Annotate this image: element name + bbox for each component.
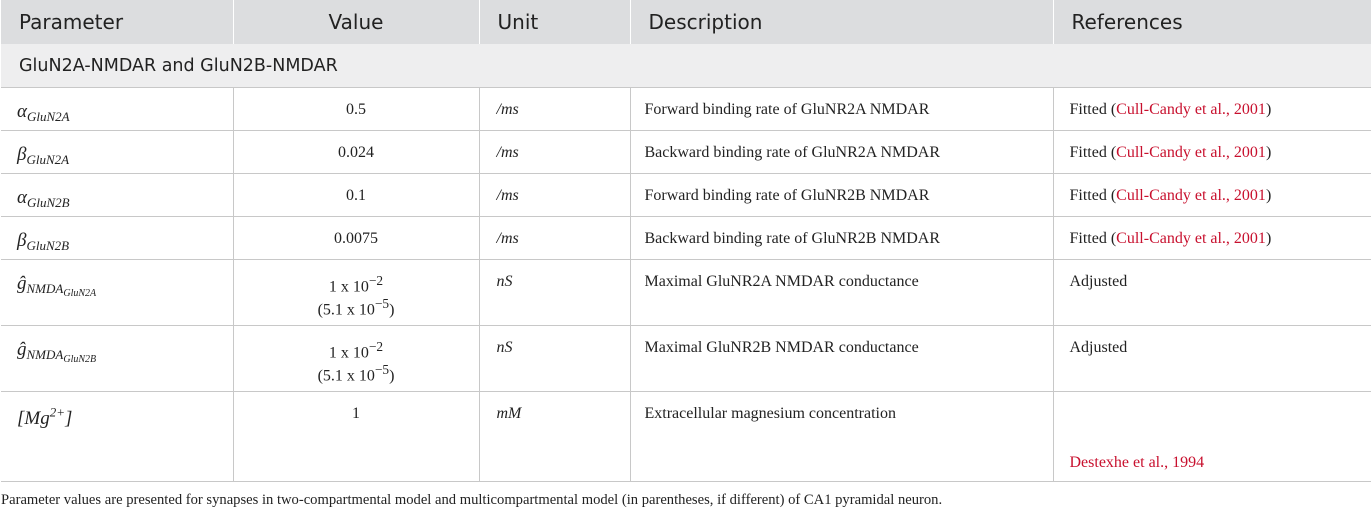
value-exponent2: −5 — [374, 362, 390, 378]
reference-cell — [1053, 174, 1371, 217]
param-subscript: NMDA — [26, 281, 64, 296]
table-row — [1, 392, 1371, 482]
table-row — [1, 88, 1371, 131]
citation-link[interactable]: Destexhe et al., 1994 — [1069, 454, 1205, 471]
ref-suffix: ) — [1265, 144, 1272, 161]
reference-cell: Adjusted — [1053, 326, 1371, 392]
value-line1: 1 x 10 — [328, 278, 369, 296]
parameter-table — [1, 0, 1372, 482]
table-caption: Parameter values are presented for synapses in two-compartmental model and multicompartmental model (in parentheses, if different) of CA1 pyramidal neuron. — [1, 492, 943, 508]
citation-link[interactable]: Cull-Candy et al., 2001 — [1116, 230, 1266, 247]
value-exponent1: −2 — [368, 273, 384, 288]
param-subscript: GluN2B — [26, 238, 70, 253]
param-subsubscript: GluN2A — [63, 288, 97, 299]
header-row — [1, 0, 1371, 44]
param-subscript: GluN2B — [26, 195, 70, 210]
value-cell — [233, 260, 479, 326]
value-cell: 0.1 — [233, 174, 479, 217]
param-symbol: ĝ — [17, 339, 27, 360]
param-cell — [1, 392, 233, 482]
unit-cell: /ms — [479, 217, 630, 260]
citation-link[interactable]: Cull-Candy et al., 2001 — [1116, 144, 1266, 161]
table-row — [1, 260, 1371, 326]
group-row — [1, 44, 1371, 88]
value-cell: 0.024 — [233, 131, 479, 174]
value-exponent2: −5 — [374, 296, 390, 312]
unit-cell: /ms — [479, 174, 630, 217]
ref-prefix: Fitted ( — [1069, 144, 1117, 161]
param-cell — [1, 260, 233, 326]
param-cell — [1, 88, 233, 131]
header-description: Description — [630, 0, 1053, 44]
param-close: ] — [65, 408, 73, 430]
value-close: ) — [389, 301, 395, 319]
ref-prefix: Fitted ( — [1069, 101, 1117, 118]
reference-cell — [1053, 217, 1371, 260]
table-row — [1, 326, 1371, 392]
param-symbol: β — [17, 230, 27, 251]
description-cell: Backward binding rate of GluNR2B NMDAR — [630, 217, 1053, 260]
description-cell: Backward binding rate of GluNR2A NMDAR — [630, 131, 1053, 174]
reference-cell — [1053, 88, 1371, 131]
description-cell: Maximal GluNR2B NMDAR conductance — [630, 326, 1053, 392]
value-exponent1: −2 — [368, 339, 384, 354]
param-symbol: [Mg — [17, 408, 50, 430]
unit-cell: nS — [479, 326, 630, 392]
param-cell — [1, 131, 233, 174]
value-cell: 1 — [233, 392, 479, 482]
param-subscript: GluN2A — [26, 109, 70, 124]
table-row — [1, 174, 1371, 217]
param-subscript: NMDA — [26, 347, 64, 362]
ref-prefix: Fitted ( — [1069, 230, 1117, 247]
unit-cell: /ms — [479, 131, 630, 174]
value-close: ) — [389, 367, 395, 385]
param-symbol: α — [17, 101, 27, 122]
header-references: References — [1053, 0, 1371, 44]
unit-cell: /ms — [479, 88, 630, 131]
param-symbol: β — [17, 144, 27, 165]
header-unit: Unit — [479, 0, 630, 44]
unit-cell: nS — [479, 260, 630, 326]
param-cell — [1, 174, 233, 217]
ref-suffix: ) — [1265, 101, 1272, 118]
value-line1: 1 x 10 — [328, 344, 369, 362]
value-line2: (5.1 x 10 — [317, 301, 375, 319]
value-line2: (5.1 x 10 — [317, 367, 375, 385]
param-symbol: ĝ — [17, 273, 27, 294]
param-subscript: GluN2A — [26, 152, 70, 167]
table-row — [1, 131, 1371, 174]
reference-cell: Adjusted — [1053, 260, 1371, 326]
param-superscript: 2+ — [49, 405, 66, 420]
reference-cell — [1053, 131, 1371, 174]
param-cell — [1, 326, 233, 392]
param-subsubscript: GluN2B — [63, 354, 97, 365]
description-cell: Forward binding rate of GluNR2B NMDAR — [630, 174, 1053, 217]
header-value: Value — [233, 0, 479, 44]
ref-suffix: ) — [1265, 187, 1272, 204]
param-cell — [1, 217, 233, 260]
header-parameter: Parameter — [1, 0, 233, 44]
unit-cell: mM — [479, 392, 630, 482]
citation-link[interactable]: Cull-Candy et al., 2001 — [1116, 101, 1266, 118]
citation-link[interactable]: Cull-Candy et al., 2001 — [1116, 187, 1266, 204]
reference-cell — [1053, 392, 1371, 482]
description-cell: Extracellular magnesium concentration — [630, 392, 1053, 482]
table-row — [1, 217, 1371, 260]
param-symbol: α — [17, 187, 27, 208]
group-title: GluN2A-NMDAR and GluN2B-NMDAR — [1, 44, 1371, 88]
description-cell: Forward binding rate of GluNR2A NMDAR — [630, 88, 1053, 131]
ref-suffix: ) — [1265, 230, 1272, 247]
value-cell: 0.5 — [233, 88, 479, 131]
description-cell: Maximal GluNR2A NMDAR conductance — [630, 260, 1053, 326]
value-cell: 0.0075 — [233, 217, 479, 260]
ref-prefix: Fitted ( — [1069, 187, 1117, 204]
value-cell — [233, 326, 479, 392]
